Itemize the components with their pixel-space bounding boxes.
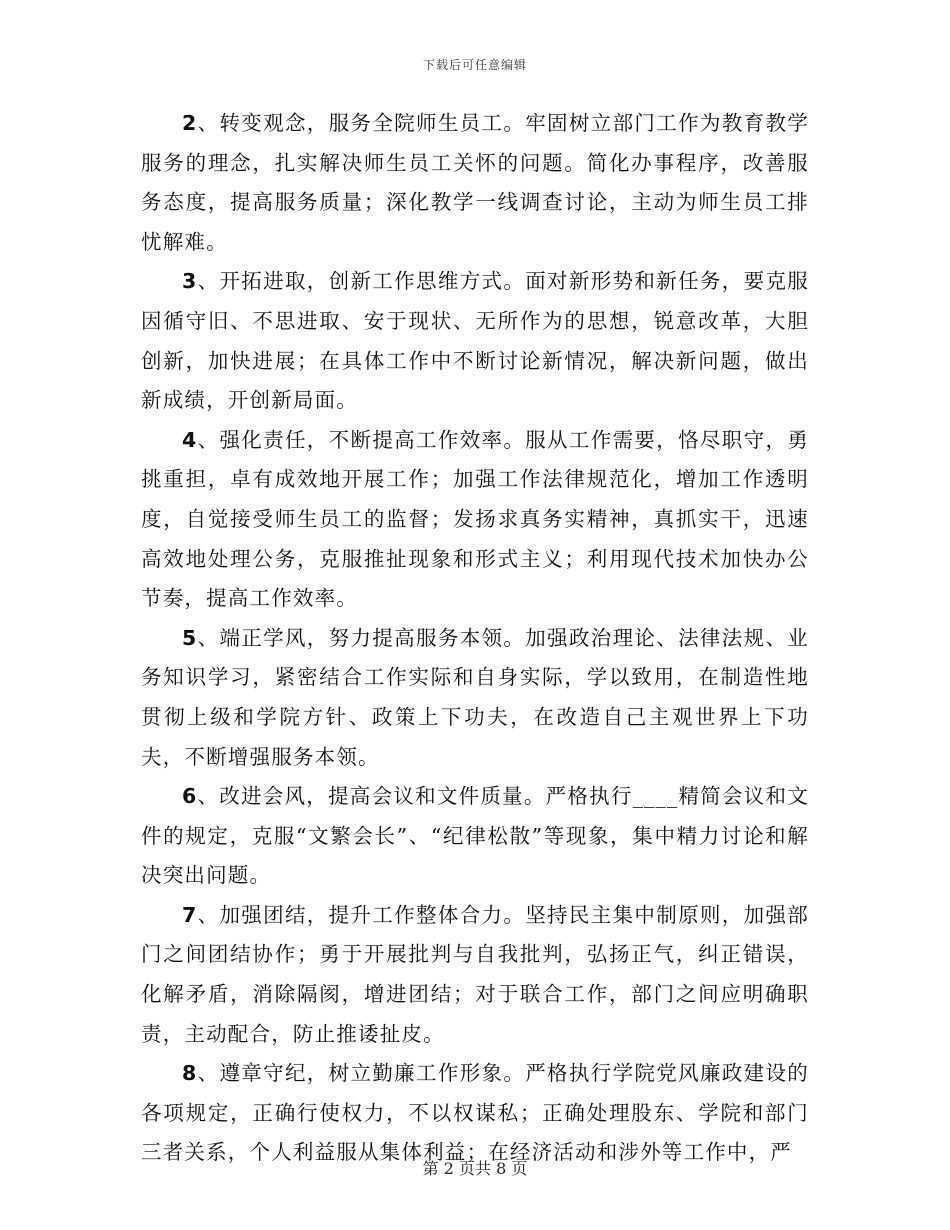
page-footer: 第 2 页共 8 页 bbox=[422, 1159, 528, 1178]
item-number: 7 bbox=[182, 902, 198, 927]
document-body bbox=[141, 104, 809, 1173]
paragraph-text: 、强化责任，不断提高工作效率。服从工作需要，恪尽职守，勇挑重担，卓有成效地开展工作；加强工作法律规范化，增加工作透明度，自觉接受师生员工的监督；发扬求真务实精神，真抓实干，迅速高效地处理公务，克服推扯现象和形式主义；利用现代技术加快办公节奏，提高工作效率。 bbox=[141, 427, 809, 611]
header-note: 下载后可任意编辑 bbox=[422, 58, 527, 72]
item-number: 4 bbox=[182, 427, 198, 452]
paragraph-item-5 bbox=[141, 619, 809, 777]
paragraph-item-2 bbox=[141, 104, 809, 262]
item-number: 6 bbox=[182, 784, 198, 809]
paragraph-text: 、端正学风，努力提高服务本领。加强政治理论、法律法规、业务知识学习，紧密结合工作实际和自身实际，学以致用，在制造性地贯彻上级和学院方针、政策上下功夫，在改造自己主观世界上下功夫，不断增强服务本领。 bbox=[141, 625, 809, 769]
paragraph-text: 、加强团结，提升工作整体合力。坚持民主集中制原则，加强部门之间团结协作；勇于开展批判与自我批判，弘扬正气，纠正错误，化解矛盾，消除隔阂，增进团结；对于联合工作，部门之间应明确职责，主动配合，防止推诿扯皮。 bbox=[141, 902, 809, 1046]
paragraph-text: 、改进会风，提高会议和文件质量。严格执行____精简会议和文件的规定，克服“文繁会长”、“纪律松散”等现象，集中精力讨论和解决突出问题。 bbox=[141, 784, 809, 888]
paragraph-item-6 bbox=[141, 777, 809, 896]
paragraph-text: 、遵章守纪，树立勤廉工作形象。严格执行学院党风廉政建设的各项规定，正确行使权力，不以权谋私；正确处理股东、学院和部门三者关系，个人利益服从集体利益；在经济活动和涉外等工作中，严 bbox=[141, 1061, 809, 1165]
paragraph-text: 、转变观念，服务全院师生员工。牢固树立部门工作为教育教学服务的理念，扎实解决师生员工关怀的问题。简化办事程序，改善服务态度，提高服务质量；深化教学一线调查讨论，主动为师生员工排忧解难。 bbox=[141, 111, 809, 254]
item-number: 5 bbox=[182, 625, 198, 650]
paragraph-item-7 bbox=[141, 896, 809, 1054]
item-number: 8 bbox=[182, 1061, 198, 1086]
paragraph-item-4 bbox=[141, 421, 809, 619]
item-number: 2 bbox=[182, 111, 198, 135]
item-number: 3 bbox=[182, 269, 198, 294]
paragraph-text: 、开拓进取，创新工作思维方式。面对新形势和新任务，要克服因循守旧、不思进取、安于现状、无所作为的思想，锐意改革，大胆创新，加快进展；在具体工作中不断讨论新情况，解决新问题，做出新成绩，开创新局面。 bbox=[141, 269, 809, 413]
paragraph-item-3 bbox=[141, 262, 809, 420]
